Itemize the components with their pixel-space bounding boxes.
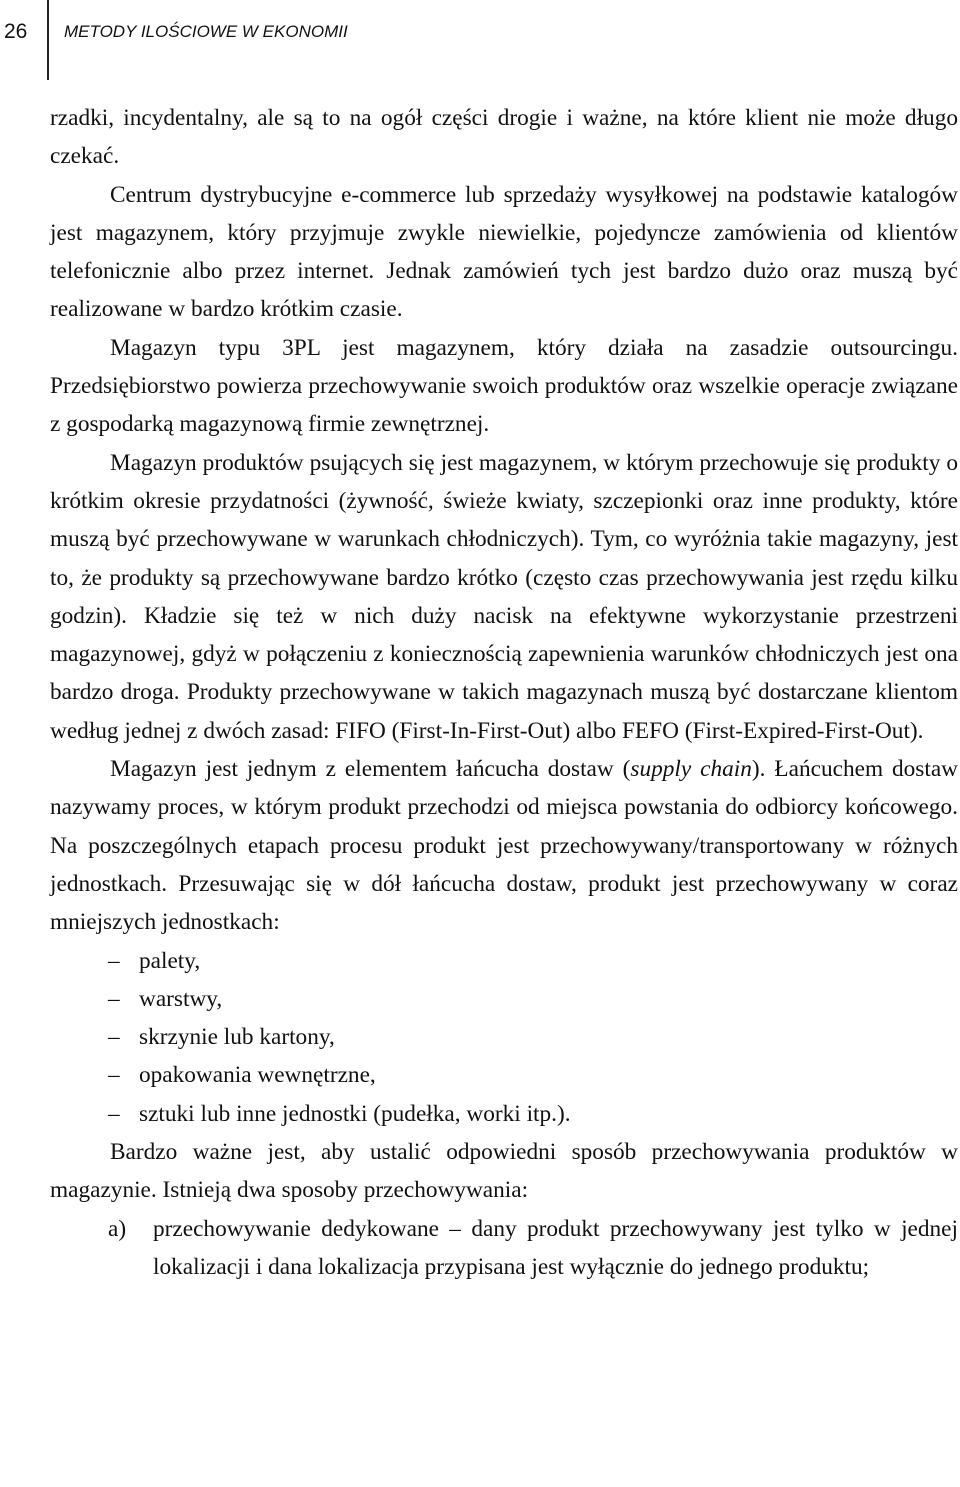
- list-item: [50, 942, 958, 980]
- header-divider: [47, 0, 49, 80]
- list-item-text: przechowywanie dedykowane – dany produkt przechowywany jest tylko w jednej lokalizacji i dana lokalizacja przypisana jest wyłącznie do jednego produktu;: [153, 1215, 958, 1280]
- list-item-text: sztuki lub inne jednostki (pudełka, worki itp.).: [139, 1100, 571, 1127]
- list-dash: –: [108, 1100, 120, 1127]
- paragraph-supply-chain: [50, 750, 958, 941]
- running-title: METODY ILOŚCIOWE W EKONOMII: [64, 22, 348, 41]
- list-item: [50, 1095, 958, 1133]
- body-text: [50, 99, 958, 1286]
- supply-chain-term: supply chain: [630, 756, 752, 783]
- list-item-text: skrzynie lub kartony,: [139, 1024, 335, 1051]
- list-item-text: opakowania wewnętrzne,: [139, 1062, 376, 1089]
- list-item: [50, 980, 958, 1018]
- list-dash: –: [108, 1024, 120, 1051]
- paragraph-storage-methods: Bardzo ważne jest, aby ustalić odpowiedni sposób przechowywania produktów w magazynie. Istnieją dwa sposoby przechowywania:: [50, 1139, 958, 1204]
- list-item: [50, 1210, 958, 1287]
- unit-list: [50, 942, 958, 1133]
- storage-method-list: [50, 1210, 958, 1287]
- page-number: 26: [4, 20, 28, 43]
- list-item: [50, 1056, 958, 1094]
- list-dash: –: [108, 947, 120, 974]
- page-header: [0, 0, 960, 80]
- list-dash: –: [108, 985, 120, 1012]
- list-dash: –: [108, 1062, 120, 1089]
- list-item-text: warstwy,: [139, 985, 223, 1012]
- list-item-text: palety,: [139, 947, 201, 974]
- paragraph-ecommerce: Centrum dystrybucyjne e-commerce lub sprzedaży wysyłkowej na podstawie katalogów jest magazynem, który przyjmuje zwykle niewielkie, pojedyncze zamówienia od klientów telefonicznie albo przez internet. Jednak zamówień tych jest bardzo dużo oraz muszą być realizowane w bardzo krótkim czasie.: [50, 181, 958, 323]
- paragraph-1: rzadki, incydentalny, ale są to na ogół części drogie i ważne, na które klient nie może długo czekać.: [50, 105, 958, 170]
- list-item: [50, 1018, 958, 1056]
- paragraph-perishable: Magazyn produktów psujących się jest magazynem, w którym przechowuje się produkty o krótkim okresie przydatności (żywność, świeże kwiaty, szczepionki oraz inne produkty, które muszą być przechowywane w warunkach chłodniczych). Tym, co wyróżnia takie magazyny, jest to, że produkty są przechowywane bardzo krótko (często czas przechowywania jest rzędu kilku godzin). Kładzie się też w nich duży nacisk na efektywne wykorzystanie przestrzeni magazynowej, gdyż w połączeniu z koniecznością zapewnienia warunków chłodniczych jest ona bardzo droga. Produkty przechowywane w takich magazynach muszą być dostarczane klientom według jednej z dwóch zasad: FIFO (First-In-First-Out) albo FEFO (First-Expired-First-Out).: [50, 449, 958, 744]
- supply-chain-text-after: ). Łańcuchem dostaw nazywamy proces, w którym produkt przechodzi od miejsca powstania do odbiorcy końcowego. Na poszczególnych etapach procesu produkt jest przechowywany/transportowany w różnych jednostkach. Przesuwając się w dół łańcucha dostaw, produkt jest przechowywany w coraz mniejszych jednostkach:: [50, 756, 958, 936]
- list-marker: a): [108, 1215, 127, 1242]
- paragraph-3pl: Magazyn typu 3PL jest magazynem, który działa na zasadzie outsourcingu. Przedsiębiorstwo powierza przechowywanie swoich produktów oraz wszelkie operacje związane z gospodarką magazynową firmie zewnętrznej.: [50, 334, 958, 438]
- supply-chain-text-before: Magazyn jest jednym z elementem łańcucha dostaw (: [110, 756, 631, 783]
